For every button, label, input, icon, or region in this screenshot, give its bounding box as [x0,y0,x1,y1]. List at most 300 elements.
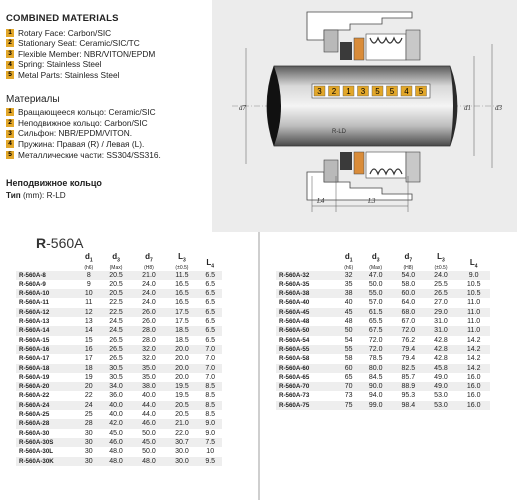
value-cell: 88.9 [392,382,425,391]
value-cell: 10.5 [457,289,490,298]
value-cell: 75 [338,401,359,410]
header-subscript: 7 [150,257,153,264]
part-number: 5 [389,87,395,96]
header-unit: (h6) [84,264,94,271]
part-number: 4 [404,87,409,96]
column-header [165,253,198,271]
header-symbol: L [178,252,183,261]
value-cell: 20.0 [165,345,198,354]
value-cell: 20.5 [109,280,123,288]
value-cell: 32.0 [142,355,156,363]
model-cell: R-560A-50 [276,326,338,335]
table-row [16,447,222,456]
value-cell: 65 [344,373,353,381]
header-symbol: d [371,252,377,261]
materials-block [6,14,211,201]
value-cell: 11.0 [467,318,481,326]
model-cell: R-560A-12 [16,308,78,317]
value-cell: 26.5 [100,345,133,354]
value-cell: 14.2 [457,345,490,354]
model-cell: R-560A-54 [279,336,310,344]
table-row [16,438,222,447]
value-cell: 35.0 [142,373,156,381]
model-cell: R-560A-24 [16,401,78,410]
value-cell: 40.0 [109,411,123,419]
header-unit: (H8) [403,264,414,271]
value-cell: 8.5 [198,401,222,410]
value-cell: 24.5 [109,318,123,326]
value-cell: 36.0 [109,392,123,400]
value-cell: 9.0 [457,271,490,280]
header-subscript: 3 [442,257,445,264]
value-cell: 79.4 [401,355,416,363]
value-cell: 22.5 [100,308,133,317]
header-unit: (H8) [144,264,154,271]
model-cell: R-560A-35 [279,280,310,288]
header-symbol: d [344,252,350,261]
value-cell: 9 [86,280,91,288]
value-cell: 28.0 [142,336,156,344]
value-cell: 30 [78,438,100,447]
model-cell: R-560A-58 [279,355,310,363]
model-title [36,235,83,251]
value-cell: 50.0 [368,280,383,288]
value-cell: 20.5 [175,411,189,419]
value-cell: 16.0 [457,401,490,410]
value-cell: 58.0 [401,280,416,288]
value-cell: 16.0 [466,392,481,400]
value-cell: 45.0 [109,429,123,437]
header-subscript: 3 [376,257,380,264]
value-cell: 26.5 [109,355,123,363]
table-row [276,364,490,373]
part-number: 3 [360,87,366,96]
model-cell: R-560A-45 [276,308,338,317]
header-unit: (h6) [344,264,354,271]
table-row [16,373,222,382]
number-badge: 2 [6,119,14,127]
value-cell: 16.0 [466,373,481,381]
value-cell: 38.0 [133,382,166,391]
value-cell: 11.0 [457,308,490,317]
seat-type-label: Тип [6,190,21,200]
model-cell: R-560A-13 [19,318,50,326]
value-cell: 26.5 [109,336,123,344]
value-cell: 58 [344,355,353,363]
model-name: -560A [46,235,84,251]
seat-type-drawing-label: R-LD [332,129,347,135]
value-cell: 6.5 [198,289,222,298]
header-blank [276,253,338,271]
value-cell: 55.0 [359,289,392,298]
table-row [276,391,490,400]
number-badge: 4 [6,140,14,148]
seal-cross-section-drawing [212,0,517,232]
table-row [16,354,222,363]
table-row [276,373,490,382]
value-cell: 85.7 [401,373,416,381]
materials-list-en [6,28,211,81]
value-cell: 42.8 [434,336,448,344]
value-cell: 16 [78,345,100,354]
value-cell: 30 [84,429,93,437]
value-cell: 20.5 [100,289,133,298]
value-cell: 15 [84,336,93,344]
value-cell: 24 [78,401,100,410]
table-row [16,391,222,400]
value-cell: 72.0 [392,326,425,335]
value-cell: 22.5 [109,299,123,307]
material-item [6,59,211,70]
material-text: Stationary Seat: Ceramic/SIC/TC [18,38,140,49]
shaft [267,66,457,146]
table-row [16,345,222,354]
value-cell: 47.0 [359,271,392,280]
value-cell: 12 [78,308,100,317]
value-cell: 6.5 [198,308,222,317]
model-cell: R-560A-19 [19,373,50,381]
top-section [0,0,517,232]
value-cell: 67.5 [359,326,392,335]
material-text: Неподвижное кольцо: Carbon/SIC [18,117,148,128]
table-row [276,308,490,317]
value-cell: 26.5 [425,289,458,298]
value-cell: 7.0 [198,364,222,373]
header-subscript: 3 [182,257,186,264]
model-cell: R-560A-30S [16,438,78,447]
table-row [16,298,222,307]
column-header [78,253,100,271]
value-cell: 14.2 [466,336,481,344]
value-cell: 30.7 [165,438,198,447]
material-item [6,150,211,161]
column-header [198,253,222,271]
value-cell: 19.5 [165,382,198,391]
model-cell: R-560A-38 [276,289,338,298]
value-cell: 28 [78,419,100,428]
value-cell: 50.0 [142,448,156,456]
seat-title: Неподвижное кольцо [6,178,102,189]
value-cell: 7.0 [205,373,216,381]
model-cell: R-560A-20 [16,382,78,391]
value-cell: 21.0 [133,271,166,280]
table-row [276,271,490,280]
value-cell: 53.0 [434,392,448,400]
value-cell: 10.5 [466,280,481,288]
value-cell: 49.0 [425,382,458,391]
material-text: Metal Parts: Stainless Steel [18,69,120,80]
model-cell: R-560A-9 [19,280,46,288]
value-cell: 17.5 [175,318,189,326]
value-cell: 76.2 [401,336,416,344]
material-item [6,28,211,39]
value-cell: 42.0 [100,419,133,428]
value-cell: 45 [338,308,359,317]
model-cell: R-560A-15 [19,336,50,344]
header-unit: (±0.5) [434,264,448,271]
number-badge: 5 [6,151,14,159]
table-divider [258,232,260,500]
value-cell: 45.8 [425,364,458,373]
value-cell: 20.5 [165,401,198,410]
material-text: Металлические части: SS304/SS316. [18,149,161,160]
dim-d3-label: d3 [495,104,502,112]
value-cell: 40.0 [100,401,133,410]
value-cell: 54.0 [392,271,425,280]
model-cell: R-560A-75 [276,401,338,410]
header-symbol: L [469,258,475,267]
model-cell: R-560A-55 [276,345,338,354]
table-row [276,326,490,335]
material-text: Сильфон: NBR/EPDM/VITON. [18,128,133,139]
part-number: 5 [418,87,424,96]
header-subscript: 4 [211,263,215,270]
materials-ru-title: Материалы [6,93,60,105]
header-unit: (Max) [109,264,123,271]
value-cell: 7.0 [205,355,216,363]
table-row [16,429,222,438]
value-cell: 26.0 [133,308,166,317]
model-cell: R-560A-22 [19,392,50,400]
column-header [425,253,458,271]
value-cell: 20.0 [165,364,198,373]
part-number: 5 [375,87,380,96]
material-text: Spring: Stainless Steel [18,59,102,70]
model-cell: R-560A-60 [276,364,338,373]
model-cell: R-560A-25 [19,411,50,419]
header-symbol: d [84,252,90,261]
model-cell: R-560A-14 [16,326,78,335]
header-subscript: 1 [349,257,353,264]
value-cell: 8.5 [205,411,216,419]
value-cell: 10 [78,289,100,298]
value-cell: 20.0 [175,373,189,381]
model-cell: R-560A-17 [19,355,50,363]
table-row [16,289,222,298]
value-cell: 79.4 [392,345,425,354]
value-cell: 26.0 [142,318,156,326]
value-cell: 49.0 [434,373,448,381]
number-badge: 1 [6,108,14,116]
model-cell: R-560A-48 [279,318,310,326]
value-cell: 95.3 [401,392,416,400]
model-cell: R-560A-16 [16,345,78,354]
value-cell: 34.0 [100,382,133,391]
value-cell: 20 [78,382,100,391]
column-header [359,253,392,271]
model-cell: R-560A-10 [16,289,78,298]
number-badge: 3 [6,130,14,138]
header-subscript: 4 [474,263,478,270]
table-row [276,317,490,326]
number-badge: 5 [6,71,14,79]
table-row [16,317,222,326]
value-cell: 21.0 [165,419,198,428]
value-cell: 50.0 [142,429,156,437]
number-badge: 3 [6,50,14,58]
table-row [16,382,222,391]
table-row [16,336,222,345]
value-cell: 22 [84,392,93,400]
value-cell: 24.0 [142,299,156,307]
value-cell: 31.0 [425,326,458,335]
value-cell: 38 [338,289,359,298]
column-header [392,253,425,271]
model-cell: R-560A-8 [16,271,78,280]
table-row [16,326,222,335]
value-cell: 44.0 [133,401,166,410]
lower-gland [307,152,420,200]
number-badge: 2 [6,39,14,47]
table-row [16,401,222,410]
material-item [6,128,211,139]
material-item [6,107,211,118]
value-cell: 14 [78,326,100,335]
material-item [6,118,211,129]
model-cell: R-560A-18 [16,364,78,373]
value-cell: 16.5 [175,299,189,307]
model-cell: R-560A-30L [19,448,54,456]
header-symbol: d [112,252,118,261]
value-cell: 6.5 [205,280,216,288]
header-unit: (Max) [369,264,383,271]
dim-l4-label: L4 [317,197,325,205]
value-cell: 30 [78,457,100,466]
value-cell: 40 [344,299,353,307]
value-cell: 25.5 [434,280,448,288]
value-cell: 13 [84,318,93,326]
upper-gland [307,12,420,60]
value-cell: 7.0 [198,345,222,354]
table-row [276,354,490,363]
column-header [133,253,166,271]
value-cell: 48.0 [133,457,166,466]
model-cell: R-560A-70 [276,382,338,391]
value-cell: 48 [344,318,353,326]
table-header-row [16,253,222,271]
value-cell: 11.0 [467,299,481,307]
value-cell: 9.0 [198,419,222,428]
header-symbol: d [145,252,151,261]
value-cell: 80.0 [359,364,392,373]
value-cell: 18.5 [175,336,189,344]
value-cell: 14.2 [466,355,481,363]
value-cell: 16.5 [165,289,198,298]
value-cell: 6.5 [198,326,222,335]
value-cell: 8.5 [198,382,222,391]
table-row [16,280,222,289]
value-cell: 68.0 [392,308,425,317]
header-subscript: 1 [89,257,93,264]
value-cell: 82.5 [392,364,425,373]
value-cell: 48.0 [100,457,133,466]
value-cell: 42.8 [434,355,448,363]
number-badge: 4 [6,61,14,69]
spec-table-right [276,253,490,410]
value-cell: 6.5 [205,318,216,326]
value-cell: 22.0 [175,429,189,437]
value-cell: 6.5 [205,336,216,344]
table-row [16,457,222,466]
material-item [6,38,211,49]
material-text: Пружина: Правая (R) / Левая (L). [18,138,145,149]
value-cell: 20.5 [100,271,133,280]
table-row [276,345,490,354]
value-cell: 30.0 [165,457,198,466]
value-cell: 84.5 [368,373,383,381]
value-cell: 94.0 [368,392,383,400]
model-cell: R-560A-32 [276,271,338,280]
value-cell: 90.0 [359,382,392,391]
value-cell: 6.5 [198,271,222,280]
table-row [276,289,490,298]
value-cell: 67.0 [401,318,416,326]
value-cell: 25 [84,411,93,419]
table-row [276,336,490,345]
value-cell: 54 [344,336,353,344]
value-cell: 28.0 [133,326,166,335]
value-cell: 64.0 [401,299,416,307]
model-cell: R-560A-11 [19,299,49,307]
value-cell: 27.0 [434,299,448,307]
number-badge: 1 [6,29,14,37]
seat-type-unit: (mm): [22,190,45,200]
value-cell: 31.0 [434,318,448,326]
value-cell: 11.5 [165,271,198,280]
value-cell: 35.0 [133,364,166,373]
value-cell: 70 [338,382,359,391]
value-cell: 10 [206,448,215,456]
value-cell: 18.5 [165,326,198,335]
spec-table-left [16,253,222,466]
value-cell: 6.5 [205,299,216,307]
value-cell: 35 [344,280,353,288]
model-cell: R-560A-30K [16,457,78,466]
value-cell: 72.0 [359,345,392,354]
part-number: 2 [331,87,337,96]
header-blank [16,253,78,271]
material-item [6,70,211,81]
value-cell: 11 [85,299,93,307]
value-cell: 40.0 [142,392,156,400]
materials-title: COMBINED MATERIALS [6,13,119,24]
value-cell: 60.0 [392,289,425,298]
dim-d1-label: d1 [464,104,471,112]
value-cell: 19.5 [175,392,189,400]
seat-type-line [6,191,211,202]
header-unit: (±0.5) [175,264,189,271]
value-cell: 24.0 [133,289,166,298]
value-cell: 17 [84,355,93,363]
part-number: 3 [317,87,322,96]
table-row [276,401,490,410]
value-cell: 30.0 [175,448,189,456]
dim-d7-label: d7 [239,104,246,112]
table-row [16,364,222,373]
column-header [100,253,133,271]
value-cell: 7.5 [198,438,222,447]
value-cell: 24.0 [425,271,458,280]
table-header-row [276,253,490,271]
materials-list-ru [6,107,211,160]
header-symbol: d [404,252,410,261]
value-cell: 18 [78,364,100,373]
value-cell: 30 [84,448,93,456]
value-cell: 14.2 [457,364,490,373]
material-text: Вращающееся кольцо: Ceramic/SIC [18,107,156,118]
value-cell: 20.0 [175,355,189,363]
table-row [276,298,490,307]
